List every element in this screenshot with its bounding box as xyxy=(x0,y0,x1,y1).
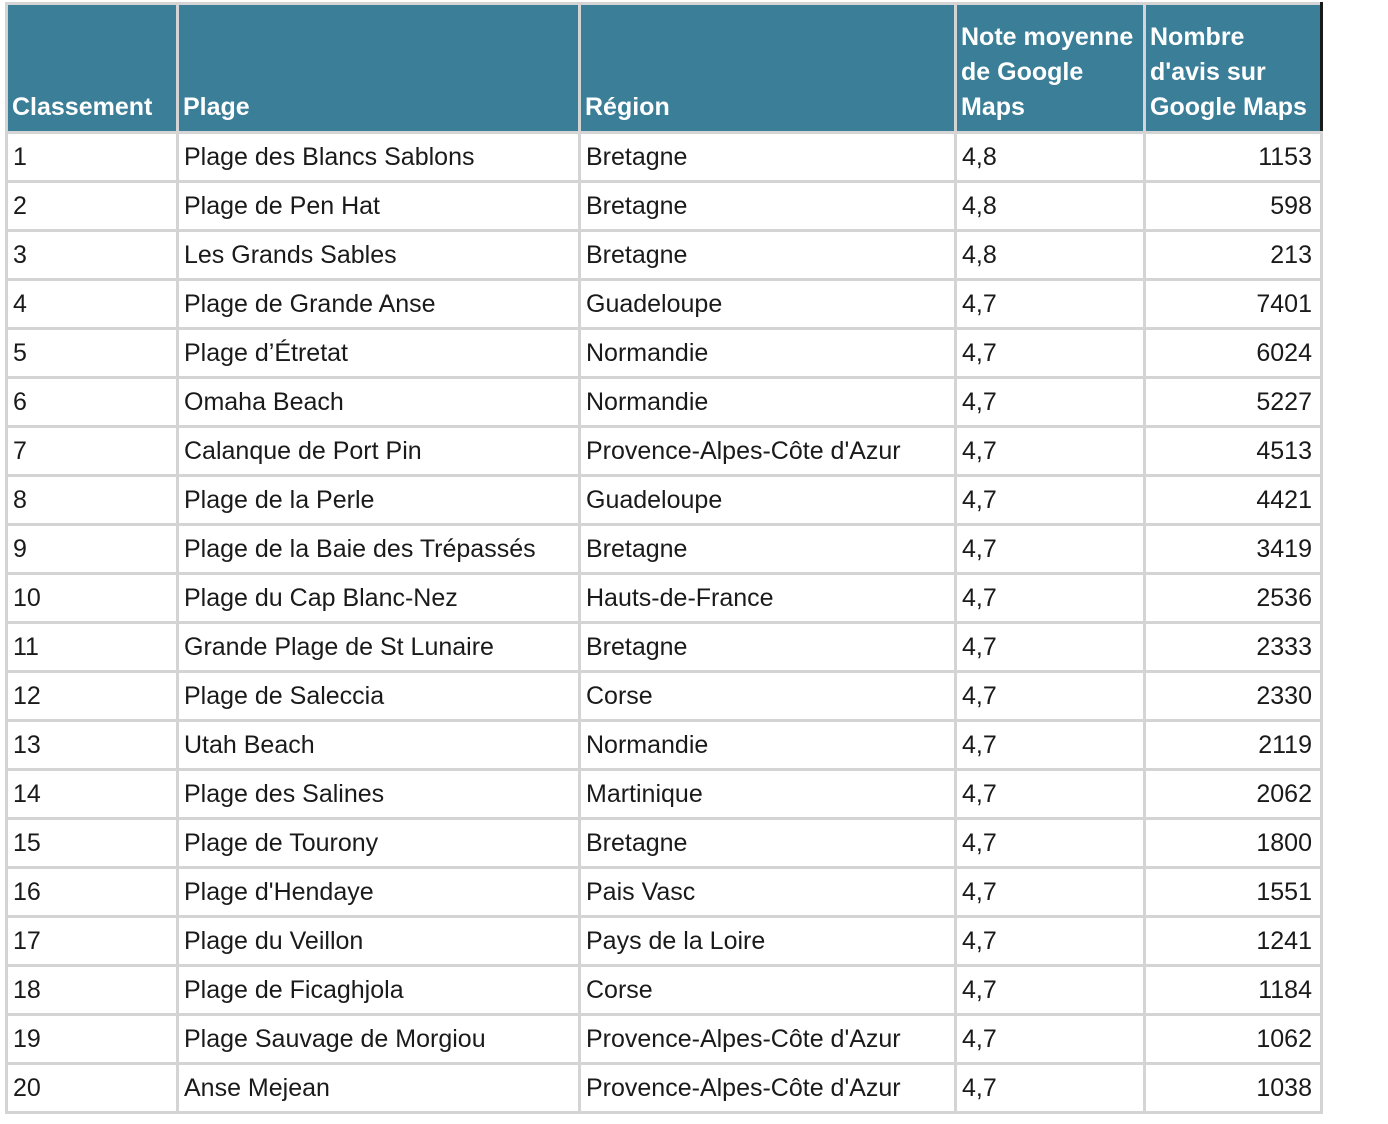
cell-rank[interactable]: 12 xyxy=(7,672,178,721)
cell-region[interactable]: Bretagne xyxy=(580,819,956,868)
cell-beach[interactable]: Plage du Cap Blanc-Nez xyxy=(178,574,580,623)
cell-rating[interactable]: 4,7 xyxy=(956,966,1145,1015)
cell-region[interactable]: Corse xyxy=(580,672,956,721)
cell-rating[interactable]: 4,7 xyxy=(956,917,1145,966)
cell-reviews[interactable]: 5227 xyxy=(1145,378,1322,427)
cell-region[interactable]: Bretagne xyxy=(580,231,956,280)
table-row xyxy=(7,329,1322,378)
column-header-reviews[interactable]: Nombre d'avis sur Google Maps xyxy=(1145,4,1322,133)
cell-beach[interactable]: Anse Mejean xyxy=(178,1064,580,1113)
cell-region[interactable]: Pays de la Loire xyxy=(580,917,956,966)
cell-reviews[interactable]: 1062 xyxy=(1145,1015,1322,1064)
cell-rank[interactable]: 15 xyxy=(7,819,178,868)
cell-rank[interactable]: 10 xyxy=(7,574,178,623)
cell-region[interactable]: Provence-Alpes-Côte d'Azur xyxy=(580,427,956,476)
cell-reviews[interactable]: 598 xyxy=(1145,182,1322,231)
cell-region[interactable]: Provence-Alpes-Côte d'Azur xyxy=(580,1064,956,1113)
cell-beach[interactable]: Plage de Saleccia xyxy=(178,672,580,721)
cell-beach[interactable]: Plage de Tourony xyxy=(178,819,580,868)
table-row xyxy=(7,917,1322,966)
column-header-region[interactable]: Région xyxy=(580,4,956,133)
table-header xyxy=(7,4,1322,133)
cell-beach[interactable]: Plage des Salines xyxy=(178,770,580,819)
cell-region[interactable]: Martinique xyxy=(580,770,956,819)
cell-rating[interactable]: 4,7 xyxy=(956,280,1145,329)
cell-region[interactable]: Pais Vasc xyxy=(580,868,956,917)
cell-rank[interactable]: 7 xyxy=(7,427,178,476)
cell-rating[interactable]: 4,7 xyxy=(956,378,1145,427)
cell-rank[interactable]: 4 xyxy=(7,280,178,329)
cell-reviews[interactable]: 3419 xyxy=(1145,525,1322,574)
table-row xyxy=(7,280,1322,329)
cell-rating[interactable]: 4,7 xyxy=(956,770,1145,819)
cell-reviews[interactable]: 1038 xyxy=(1145,1064,1322,1113)
cell-rank[interactable]: 13 xyxy=(7,721,178,770)
cell-rank[interactable]: 8 xyxy=(7,476,178,525)
cell-reviews[interactable]: 213 xyxy=(1145,231,1322,280)
table-row xyxy=(7,770,1322,819)
cell-rating[interactable]: 4,7 xyxy=(956,721,1145,770)
cell-reviews[interactable]: 2119 xyxy=(1145,721,1322,770)
cell-reviews[interactable]: 2062 xyxy=(1145,770,1322,819)
cell-rating[interactable]: 4,7 xyxy=(956,1015,1145,1064)
cell-rank[interactable]: 19 xyxy=(7,1015,178,1064)
cell-beach[interactable]: Les Grands Sables xyxy=(178,231,580,280)
table-row xyxy=(7,182,1322,231)
cell-rank[interactable]: 17 xyxy=(7,917,178,966)
column-header-rating[interactable]: Note moyenne de Google Maps xyxy=(956,4,1145,133)
cell-reviews[interactable]: 1800 xyxy=(1145,819,1322,868)
cell-rating[interactable]: 4,7 xyxy=(956,476,1145,525)
cell-rating[interactable]: 4,8 xyxy=(956,182,1145,231)
cell-rank[interactable]: 6 xyxy=(7,378,178,427)
cell-beach[interactable]: Plage d’Étretat xyxy=(178,329,580,378)
table-row xyxy=(7,231,1322,280)
cell-region[interactable]: Provence-Alpes-Côte d'Azur xyxy=(580,1015,956,1064)
cell-beach[interactable]: Plage de Pen Hat xyxy=(178,182,580,231)
cell-beach[interactable]: Plage de la Baie des Trépassés xyxy=(178,525,580,574)
cell-rating[interactable]: 4,7 xyxy=(956,868,1145,917)
cell-region[interactable]: Corse xyxy=(580,966,956,1015)
cell-rank[interactable]: 2 xyxy=(7,182,178,231)
header-row xyxy=(7,4,1322,133)
cell-region[interactable]: Normandie xyxy=(580,378,956,427)
table-row xyxy=(7,1064,1322,1113)
cell-rating[interactable]: 4,7 xyxy=(956,623,1145,672)
cell-rank[interactable]: 1 xyxy=(7,133,178,182)
cell-beach[interactable]: Omaha Beach xyxy=(178,378,580,427)
cell-region[interactable]: Normandie xyxy=(580,329,956,378)
cell-rating[interactable]: 4,7 xyxy=(956,525,1145,574)
table-row xyxy=(7,966,1322,1015)
table-row xyxy=(7,1015,1322,1064)
cell-beach[interactable]: Calanque de Port Pin xyxy=(178,427,580,476)
cell-rank[interactable]: 11 xyxy=(7,623,178,672)
beach-ranking-sheet xyxy=(5,2,1320,1114)
cell-rating[interactable]: 4,8 xyxy=(956,133,1145,182)
cell-reviews[interactable]: 2333 xyxy=(1145,623,1322,672)
cell-reviews[interactable]: 7401 xyxy=(1145,280,1322,329)
table-body xyxy=(7,133,1322,1113)
table-row xyxy=(7,525,1322,574)
table-row xyxy=(7,868,1322,917)
cell-rank[interactable]: 3 xyxy=(7,231,178,280)
cell-region[interactable]: Bretagne xyxy=(580,133,956,182)
table-row xyxy=(7,721,1322,770)
cell-beach[interactable]: Plage du Veillon xyxy=(178,917,580,966)
cell-rank[interactable]: 9 xyxy=(7,525,178,574)
table-row xyxy=(7,623,1322,672)
cell-reviews[interactable]: 1551 xyxy=(1145,868,1322,917)
cell-region[interactable]: Bretagne xyxy=(580,182,956,231)
cell-rating[interactable]: 4,7 xyxy=(956,672,1145,721)
table-row xyxy=(7,672,1322,721)
table-row xyxy=(7,476,1322,525)
column-header-beach[interactable]: Plage xyxy=(178,4,580,133)
cell-region[interactable]: Normandie xyxy=(580,721,956,770)
cell-region[interactable]: Bretagne xyxy=(580,525,956,574)
cell-reviews[interactable]: 1241 xyxy=(1145,917,1322,966)
cell-region[interactable]: Guadeloupe xyxy=(580,280,956,329)
table-row xyxy=(7,574,1322,623)
cell-reviews[interactable]: 2330 xyxy=(1145,672,1322,721)
cell-rank[interactable]: 5 xyxy=(7,329,178,378)
cell-beach[interactable]: Plage d'Hendaye xyxy=(178,868,580,917)
cell-rank[interactable]: 20 xyxy=(7,1064,178,1113)
cell-beach[interactable]: Plage de Grande Anse xyxy=(178,280,580,329)
cell-beach[interactable]: Grande Plage de St Lunaire xyxy=(178,623,580,672)
cell-reviews[interactable]: 1153 xyxy=(1145,133,1322,182)
table-row xyxy=(7,133,1322,182)
cell-rating[interactable]: 4,7 xyxy=(956,574,1145,623)
cell-reviews[interactable]: 2536 xyxy=(1145,574,1322,623)
column-header-rank[interactable]: Classement xyxy=(7,4,178,133)
cell-beach[interactable]: Plage Sauvage de Morgiou xyxy=(178,1015,580,1064)
cell-rating[interactable]: 4,7 xyxy=(956,819,1145,868)
cell-rating[interactable]: 4,7 xyxy=(956,329,1145,378)
table-row xyxy=(7,378,1322,427)
cell-rank[interactable]: 14 xyxy=(7,770,178,819)
cell-rating[interactable]: 4,7 xyxy=(956,1064,1145,1113)
cell-reviews[interactable]: 4421 xyxy=(1145,476,1322,525)
beach-ranking-table xyxy=(5,2,1323,1114)
cell-region[interactable]: Bretagne xyxy=(580,623,956,672)
cell-rank[interactable]: 18 xyxy=(7,966,178,1015)
cell-reviews[interactable]: 4513 xyxy=(1145,427,1322,476)
cell-beach[interactable]: Plage de la Perle xyxy=(178,476,580,525)
table-row xyxy=(7,427,1322,476)
table-row xyxy=(7,819,1322,868)
cell-region[interactable]: Guadeloupe xyxy=(580,476,956,525)
cell-beach[interactable]: Plage de Ficaghjola xyxy=(178,966,580,1015)
cell-rating[interactable]: 4,7 xyxy=(956,427,1145,476)
cell-rating[interactable]: 4,8 xyxy=(956,231,1145,280)
cell-reviews[interactable]: 6024 xyxy=(1145,329,1322,378)
cell-rank[interactable]: 16 xyxy=(7,868,178,917)
cell-region[interactable]: Hauts-de-France xyxy=(580,574,956,623)
cell-beach[interactable]: Utah Beach xyxy=(178,721,580,770)
cell-beach[interactable]: Plage des Blancs Sablons xyxy=(178,133,580,182)
cell-reviews[interactable]: 1184 xyxy=(1145,966,1322,1015)
